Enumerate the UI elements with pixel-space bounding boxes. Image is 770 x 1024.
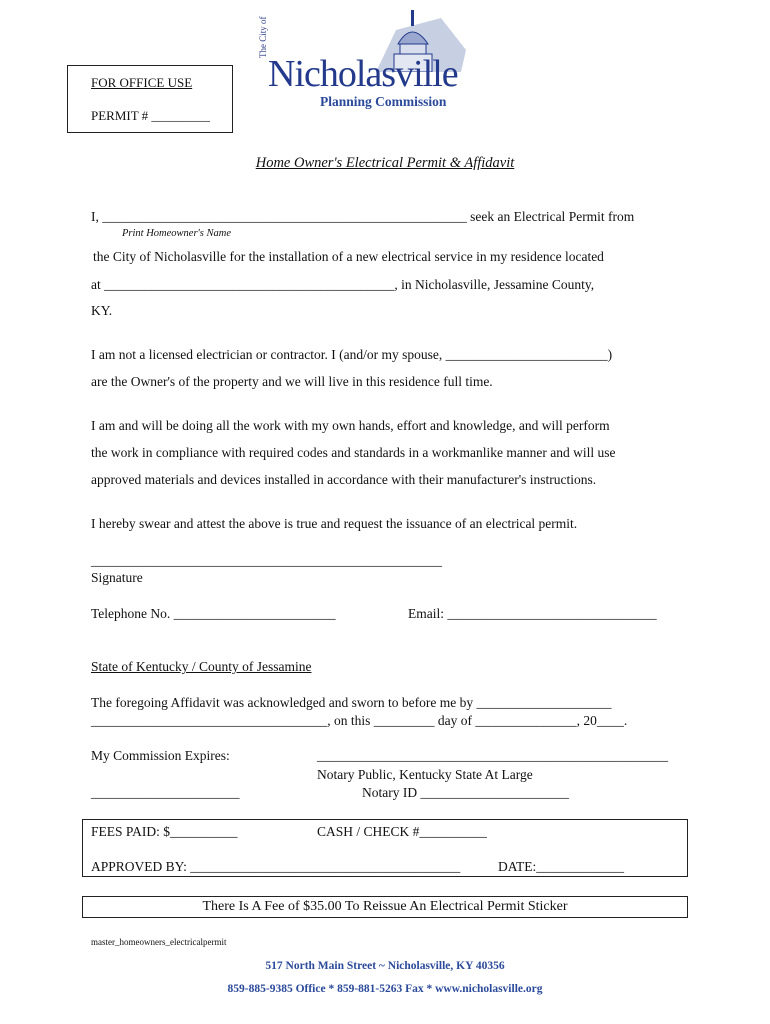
notary-signature-line: ____________________________________________________: [317, 748, 668, 763]
commission-expires-line: ______________________: [91, 785, 240, 800]
file-identifier: master_homeowners_electricalpermit: [91, 937, 227, 947]
signature-line: ____________________________________________________: [91, 553, 442, 568]
sticker-fee-notice: There Is A Fee of $35.00 To Reissue An Electrical Permit Sticker: [82, 896, 688, 918]
para3-line1: I am and will be doing all the work with my own hands, effort and knowledge, and will perform: [91, 418, 610, 433]
office-use-label: FOR OFFICE USE: [91, 75, 193, 90]
notary-line2: ___________________________________, on this _________ day of _______________, 20____.: [91, 713, 628, 728]
signature-label: Signature: [91, 570, 143, 585]
para2-line1: I am not a licensed electrician or contractor. I (and/or my spouse, ________________________): [91, 347, 613, 362]
notary-id-field: Notary ID ______________________: [362, 785, 569, 800]
attest-statement: I hereby swear and attest the above is true and request the issuance of an electrical permit.: [91, 516, 578, 531]
date-field: DATE:_____________: [498, 859, 624, 874]
fees-box: [82, 819, 688, 877]
city-logo: [258, 10, 498, 110]
body-line-2: the City of Nicholasville for the installation of a new electrical service in my residence located: [93, 249, 604, 264]
body-line-4: KY.: [91, 303, 113, 318]
approved-by-field: APPROVED BY: ________________________________________: [91, 859, 461, 874]
fees-paid-field: FEES PAID: $__________: [91, 824, 238, 839]
logo-name: Nicholasville: [268, 53, 458, 95]
permit-number-field: PERMIT # _________: [91, 108, 210, 123]
office-use-box: [67, 65, 233, 133]
planning-commission-label: Planning Commission: [320, 94, 447, 109]
the-city-of-label: The City of: [258, 16, 268, 58]
notary-heading: State of Kentucky / County of Jessamine: [91, 659, 312, 674]
footer-contact: 859-885-9385 Office * 859-881-5263 Fax * www.nicholasville.org: [227, 983, 543, 995]
telephone-field: Telephone No. ________________________: [91, 606, 336, 621]
document-title: Home Owner's Electrical Permit & Affidavit: [255, 155, 515, 171]
para2-line2: are the Owner's of the property and we will live in this residence full time.: [91, 374, 493, 389]
notary-public-label: Notary Public, Kentucky State At Large: [317, 767, 533, 782]
commission-expires-label: My Commission Expires:: [91, 748, 230, 763]
homeowner-name-line: I, ______________________________________________________ seek an Electrical Permit from: [91, 209, 635, 224]
address-line: at ___________________________________________, in Nicholasville, Jessamine County,: [91, 277, 595, 292]
print-name-caption: Print Homeowner's Name: [122, 228, 231, 239]
email-field: Email: _______________________________: [408, 606, 657, 621]
cash-check-field: CASH / CHECK #__________: [317, 824, 487, 839]
notary-line1: The foregoing Affidavit was acknowledged and sworn to before me by ____________________: [91, 695, 612, 710]
footer-address: 517 North Main Street ~ Nicholasville, KY 40356: [265, 960, 505, 972]
para3-line2: the work in compliance with required codes and standards in a workmanlike manner and will use: [91, 445, 616, 460]
para3-line3: approved materials and devices installed in accordance with their manufacturer's instructions.: [91, 472, 597, 487]
